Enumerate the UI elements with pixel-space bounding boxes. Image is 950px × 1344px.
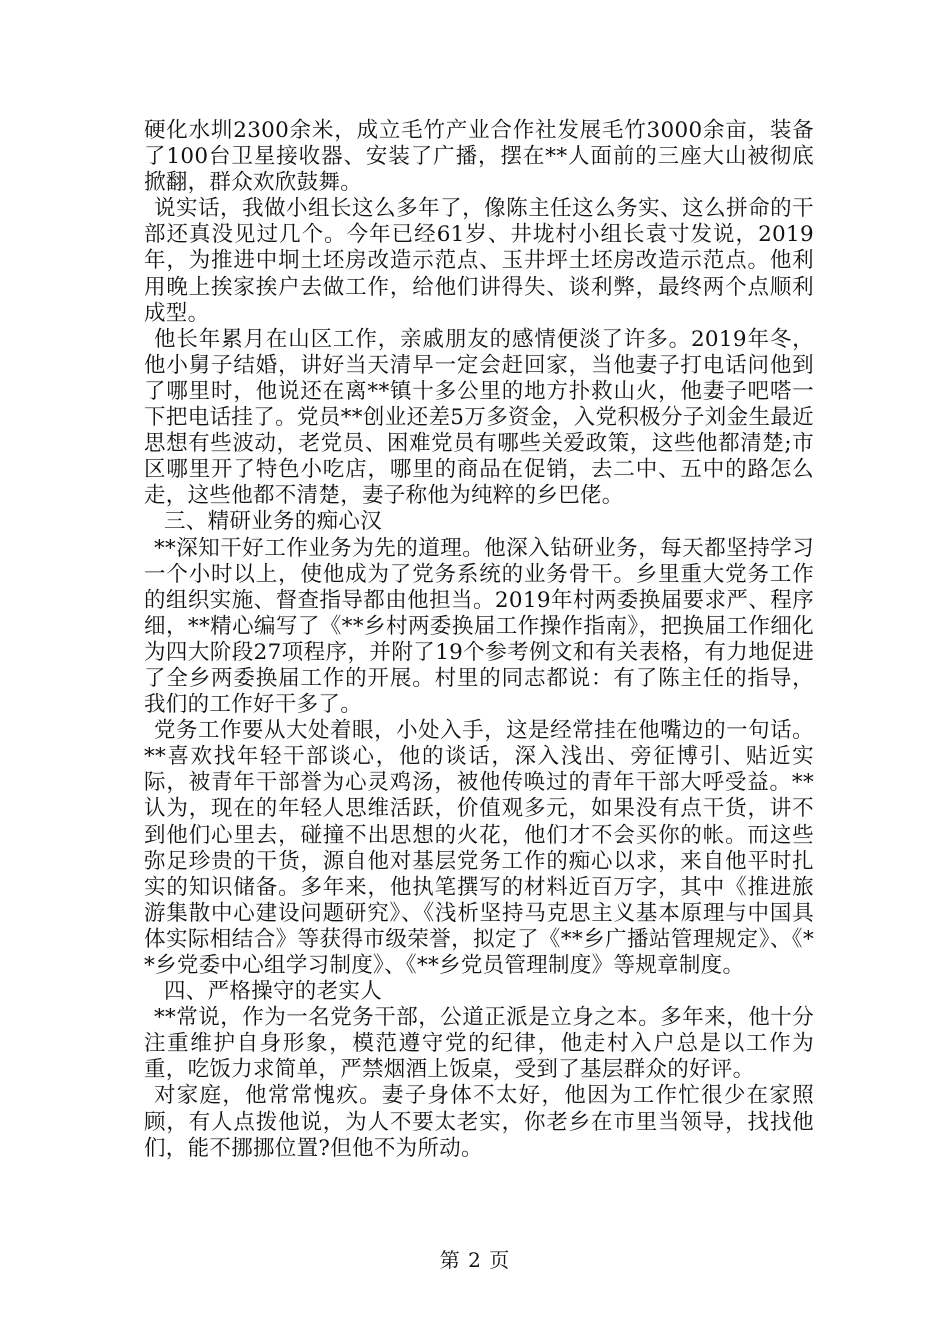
- document-body: [144, 118, 814, 1162]
- section-heading: 四、严格操守的老实人: [164, 979, 383, 1005]
- paragraph: **深知干好工作业务为先的道理。他深入钻研业务，每天都坚持学习一个小时以上，使他成为了党务系统的业务骨干。乡里重大党务工作的组织实施、督查指导都由他担当。2019年村两委换届要求严、程序细，**精心编写了《**乡村两委换届工作操作指南》，把换届工作细化为四大阶段27项程序，并附了19个参考例文和有关表格，有力地促进了全乡两委换届工作的开展。村里的同志都说：有了陈主任的指导，我们的工作好干多了。: [144, 535, 814, 718]
- page-number: 第 2 页: [439, 1248, 511, 1272]
- paragraph: 硬化水圳2300余米，成立毛竹产业合作社发展毛竹3000余亩，装备了100台卫星接收器、安装了广播，摆在**人面前的三座大山被彻底掀翻，群众欢欣鼓舞。: [144, 118, 814, 196]
- paragraph: **常说，作为一名党务干部，公道正派是立身之本。多年来，他十分注重维护自身形象，模范遵守党的纪律，他走村入户总是以工作为重，吃饭力求简单，严禁烟酒上饭桌，受到了基层群众的好评。: [144, 1005, 814, 1083]
- section-heading: 三、精研业务的痴心汉: [164, 509, 383, 535]
- paragraph: 他长年累月在山区工作，亲戚朋友的感情便淡了许多。2019年冬，他小舅子结婚，讲好当天清早一定会赶回家，当他妻子打电话问他到了哪里时，他说还在离**镇十多公里的地方扑救山火，他妻子吧嗒一下把电话挂了。党员**创业还差5万多资金，入党积极分子刘金生最近思想有些波动，老党员、困难党员有哪些关爱政策，这些他都清楚;市区哪里开了特色小吃店，哪里的商品在促销，去二中、五中的路怎么走，这些他都不清楚，妻子称他为纯粹的乡巴佬。: [144, 326, 814, 509]
- paragraph: 对家庭，他常常愧疚。妻子身体不太好，他因为工作忙很少在家照顾，有人点拨他说，为人不要太老实，你老乡在市里当领导，找找他们，能不挪挪位置?但他不为所动。: [144, 1083, 814, 1161]
- paragraph: 党务工作要从大处着眼，小处入手，这是经常挂在他嘴边的一句话。**喜欢找年轻干部谈心，他的谈话，深入浅出、旁征博引、贴近实际，被青年干部誉为心灵鸡汤，被他传唤过的青年干部大呼受益。**认为，现在的年轻人思维活跃，价值观多元，如果没有点干货，讲不到他们心里去，碰撞不出思想的火花，他们才不会买你的帐。而这些弥足珍贵的干货，源自他对基层党务工作的痴心以求，来自他平时扎实的知识储备。多年来，他执笔撰写的材料近百万字，其中《推进旅游集散中心建设问题研究》、《浅析坚持马克思主义基本原理与中国具体实际相结合》等获得市级荣誉，拟定了《**乡广播站管理规定》、《**乡党委中心组学习制度》、《**乡党员管理制度》等规章制度。: [144, 718, 814, 978]
- paragraph: 说实话，我做小组长这么多年了，像陈主任这么务实、这么拼命的干部还真没见过几个。今年已经61岁、井垅村小组长袁寸发说，2019年，为推进中坰土坯房改造示范点、玉井坪土坯房改造示范点。他利用晚上挨家挨户去做工作，给他们讲得失、谈利弊，最终两个点顺利成型。: [144, 196, 814, 326]
